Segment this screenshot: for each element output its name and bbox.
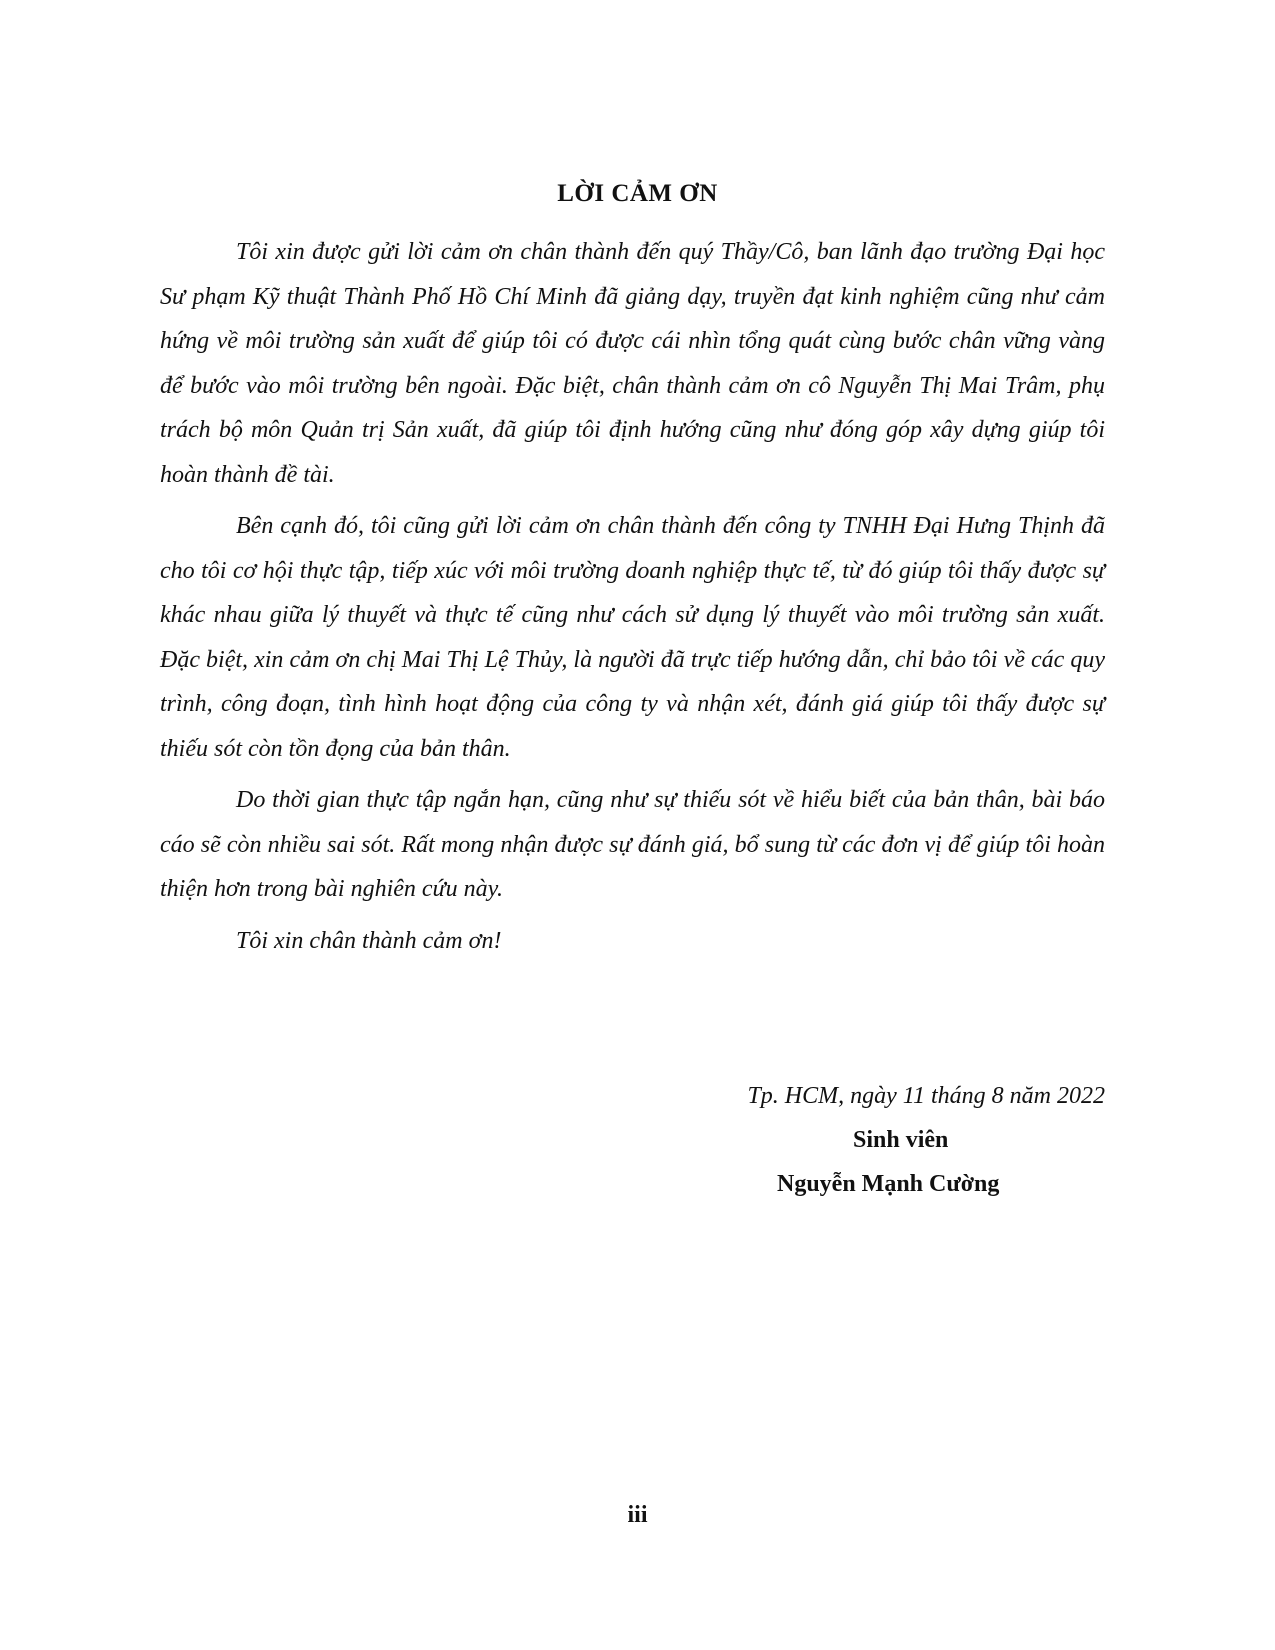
page-number: iii: [627, 1502, 648, 1528]
paragraph-apology: Do thời gian thực tập ngắn hạn, cũng như sự thiếu sót về hiểu biết của bản thân, bài báo cáo sẽ còn nhiều sai sót. Rất mong nhận được sự đánh giá, bổ sung từ các đơn vị để giúp tôi hoàn thiện hơn trong bài nghiên cứu này.: [160, 787, 1105, 902]
body-text: [160, 230, 1105, 963]
closing-line: Tôi xin chân thành cảm ơn!: [236, 927, 502, 954]
paragraph-gratitude-company: Bên cạnh đó, tôi cũng gửi lời cảm ơn chân thành đến công ty TNHH Đại Hưng Thịnh đã cho tôi cơ hội thực tập, tiếp xúc với môi trường doanh nghiệp thực tế, từ đó giúp tôi thấy được sự khác nhau giữa lý thuyết và thực tế cũng như cách sử dụng lý thuyết vào môi trường sản xuất. Đặc biệt, xin cảm ơn chị Mai Thị Lệ Thủy, là người đã trực tiếp hướng dẫn, chỉ bảo tôi về các quy trình, công đoạn, tình hình hoạt động của công ty và nhận xét, đánh giá giúp tôi thấy được sự thiếu sót còn tồn đọng của bản thân.: [160, 513, 1105, 762]
page-title: LỜI CẢM ƠN: [557, 180, 718, 207]
signature-name: Nguyễn Mạnh Cường: [777, 1171, 1000, 1197]
signature-block: [700, 1074, 1105, 1206]
signature-role: Sinh viên: [853, 1127, 949, 1153]
signature-place-date: Tp. HCM, ngày 11 tháng 8 năm 2022: [747, 1083, 1105, 1109]
paragraph-gratitude-university: Tôi xin được gửi lời cảm ơn chân thành đến quý Thầy/Cô, ban lãnh đạo trường Đại học Sư phạm Kỹ thuật Thành Phố Hồ Chí Minh đã giảng dạy, truyền đạt kinh nghiệm cũng như cảm hứng về môi trường sản xuất để giúp tôi có được cái nhìn tổng quát cùng bước chân vững vàng để bước vào môi trường bên ngoài. Đặc biệt, chân thành cảm ơn cô Nguyễn Thị Mai Trâm, phụ trách bộ môn Quản trị Sản xuất, đã giúp tôi định hướng cũng như đóng góp xây dựng giúp tôi hoàn thành đề tài.: [160, 239, 1105, 488]
